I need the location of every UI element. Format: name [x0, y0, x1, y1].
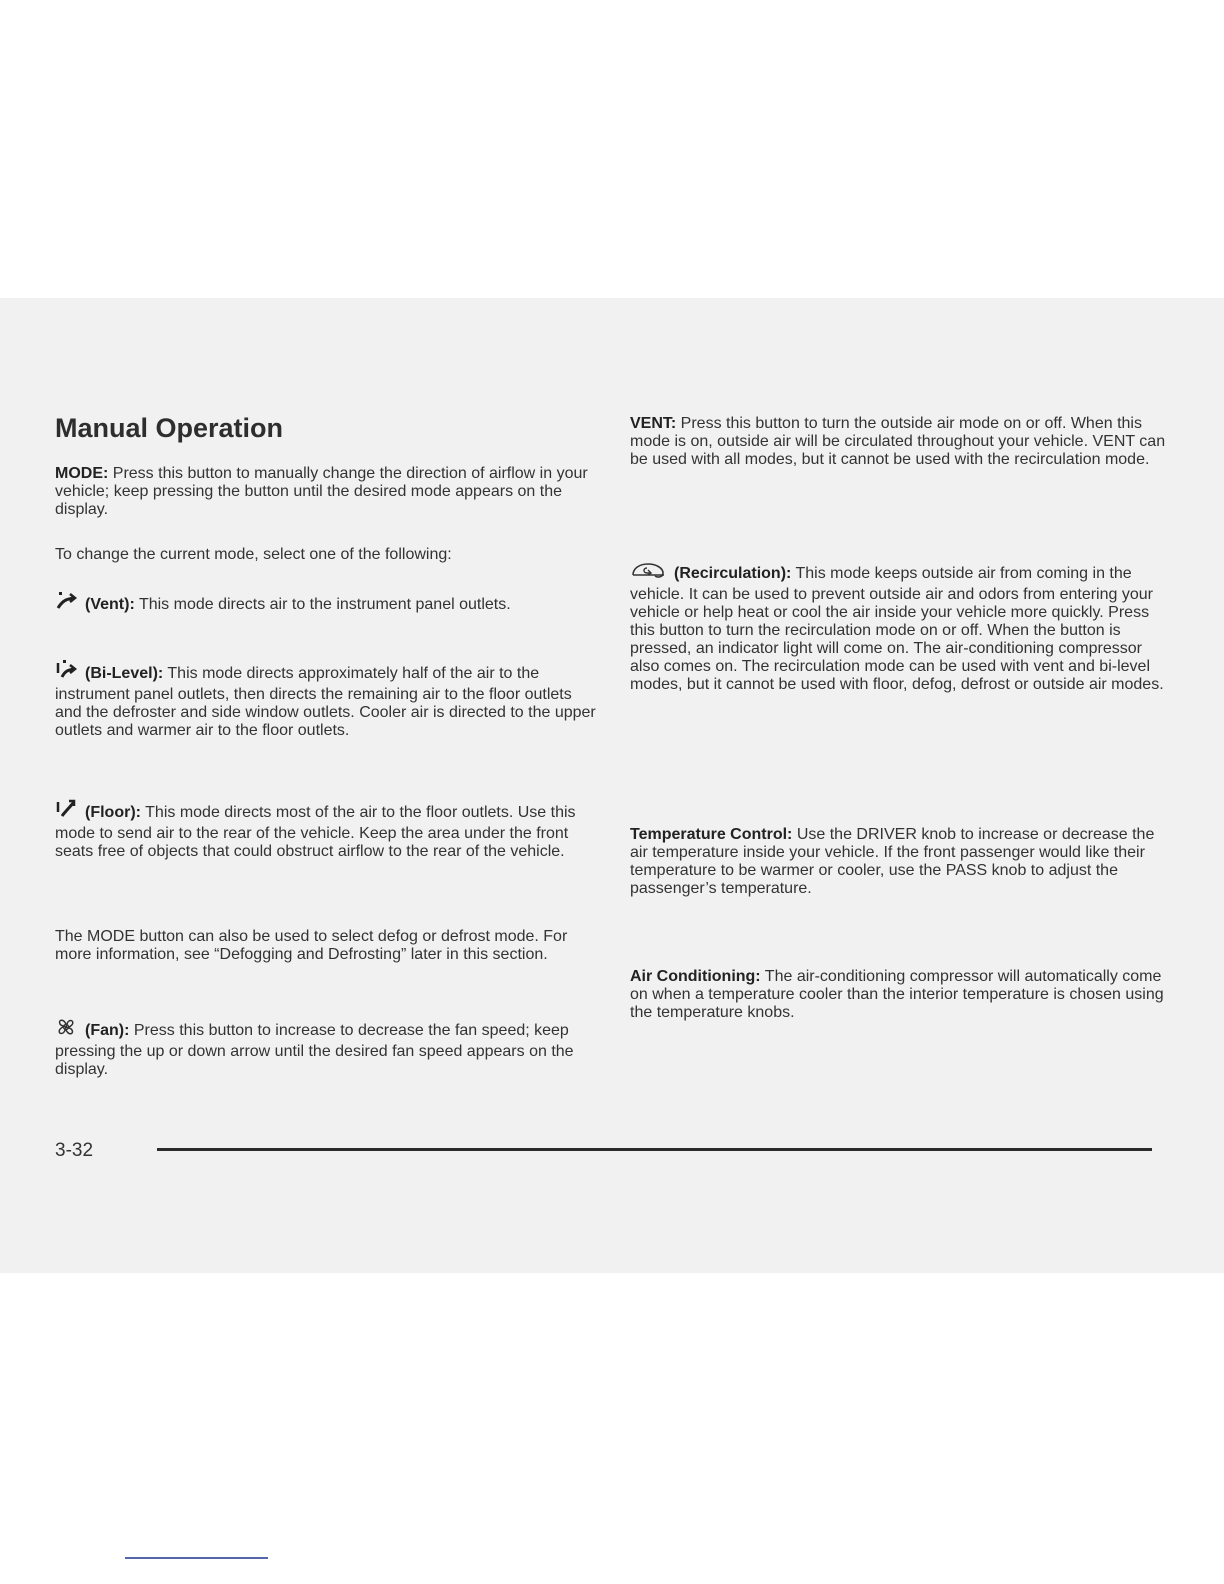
mode-text: Press this button to manually change the direction of airflow in your vehicle; keep pressing the button until the desired mode appears on the display.: [55, 465, 588, 518]
recirculation-text: This mode keeps outside air from coming in the vehicle. It can be used to prevent outside air and odors from entering your vehicle or help heat or cool the air inside your vehicle more quickly. Press this button to turn the recirculation mode on or off. When the button is pressed, an indicator light will come on. The air-conditioning compressor also comes on. The recirculation mode can be used with vent and bi-level modes, but it cannot be used with floor, defog, defrost or outside air modes.: [630, 565, 1164, 693]
floor-text: This mode directs most of the air to the floor outlets. Use this mode to send air to the rear of the vehicle. Keep the area under the front seats free of objects that could obstruct airflow to the rear of the vehicle.: [55, 804, 576, 860]
vent-label: (Vent):: [85, 596, 135, 613]
temperature-paragraph: [630, 826, 1170, 898]
recirculation-icon: [630, 561, 666, 586]
vent-button-text: Press this button to turn the outside air mode on or off. When this mode is on, outside air will be circulated throughout your vehicle. VENT can be used with all modes, but it cannot be used with the recirculation mode.: [630, 415, 1166, 468]
fan-paragraph: [55, 1016, 600, 1079]
page-number: 3-32: [55, 1140, 94, 1161]
vent-button-paragraph: [630, 415, 1170, 469]
air-conditioning-paragraph: [630, 968, 1170, 1022]
recirculation-label: (Recirculation):: [674, 565, 792, 582]
air-conditioning-text: The air-conditioning compressor will automatically come on when a temperature cooler than the interior temperature is chosen using the temperature knobs.: [630, 968, 1164, 1021]
footer-rule: [157, 1148, 1152, 1151]
vent-paragraph: [55, 590, 600, 617]
bilevel-text: This mode directs approximately half of the air to the instrument panel outlets, then directs the remaining air to the floor outlets and the defroster and side window outlets. Cooler air is directed to the upper outlets and warmer air to the floor outlets.: [55, 665, 596, 739]
recirculation-paragraph: [630, 561, 1170, 694]
fan-text: Press this button to increase to decrease the fan speed; keep pressing the up or down arrow until the desired fan speed appears on the display.: [55, 1022, 574, 1078]
fan-icon: [55, 1016, 77, 1043]
mode-paragraph: [55, 465, 600, 519]
bottom-link-underline: [125, 1557, 268, 1559]
bilevel-mode-icon: [55, 659, 77, 686]
section-title: Manual Operation: [55, 413, 284, 443]
vent-mode-icon: [55, 590, 77, 617]
air-conditioning-label: Air Conditioning:: [630, 968, 761, 985]
floor-paragraph: [55, 798, 600, 861]
vent-button-label: VENT:: [630, 415, 677, 432]
change-mode-paragraph: To change the current mode, select one of the following:: [55, 546, 452, 563]
bilevel-label: (Bi-Level):: [85, 665, 164, 682]
mode-label: MODE:: [55, 465, 109, 482]
floor-label: (Floor):: [85, 804, 141, 821]
bilevel-paragraph: [55, 659, 600, 740]
mode-defog-paragraph: The MODE button can also be used to select defog or defrost mode. For more information, see “Defogging and Defrosting” later in this section.: [55, 928, 568, 963]
temperature-text: Use the DRIVER knob to increase or decrease the air temperature inside your vehicle. If the front passenger would like their temperature to be warmer or cooler, use the PASS knob to adjust the passenger’s temperature.: [630, 826, 1155, 897]
floor-mode-icon: [55, 798, 77, 825]
fan-label: (Fan):: [85, 1022, 130, 1039]
temperature-label: Temperature Control:: [630, 826, 793, 843]
vent-text: This mode directs air to the instrument panel outlets.: [134, 596, 511, 613]
